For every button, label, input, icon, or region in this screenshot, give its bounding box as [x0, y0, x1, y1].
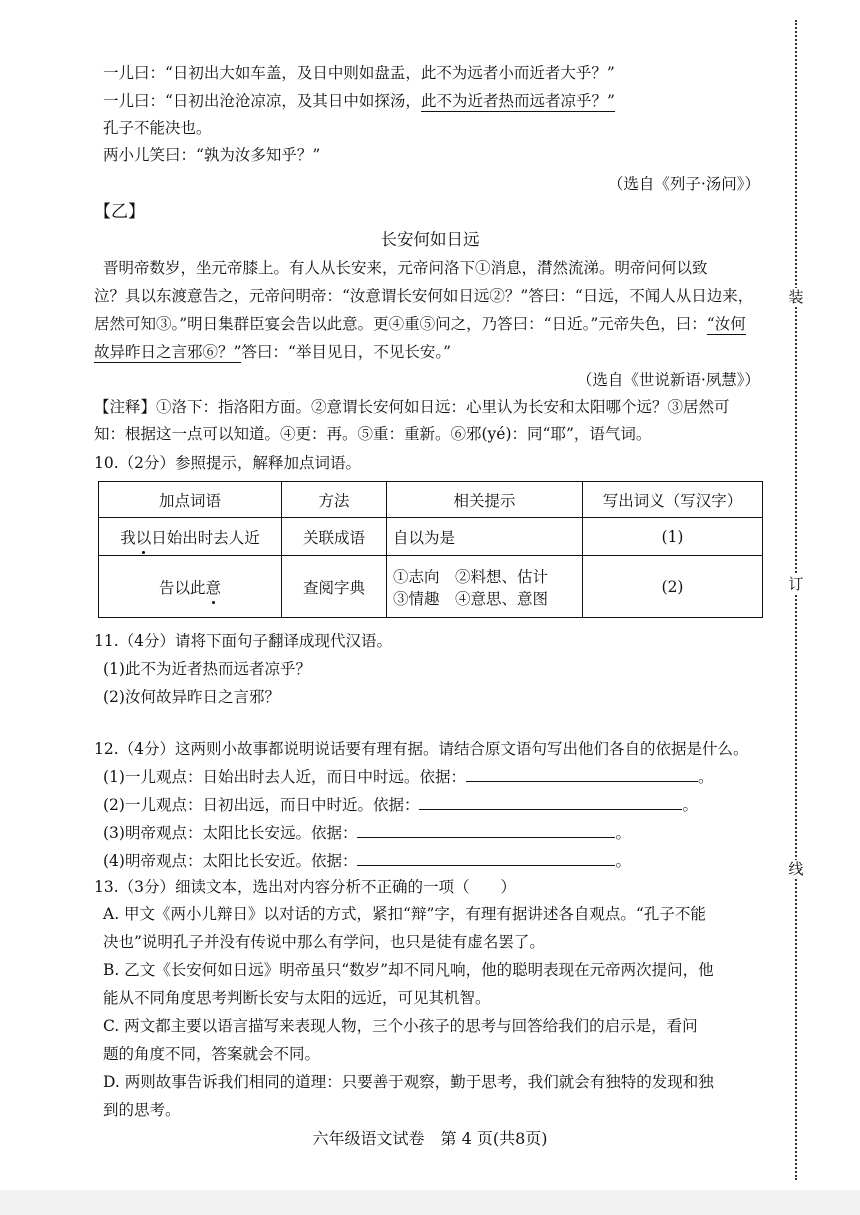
q10-row2-word: 告以此意 — [99, 556, 282, 618]
yi-line-4-underlined: 故异昨日之言邪⑥？” — [94, 343, 242, 361]
yi-paragraph-line-1: 晋明帝数岁，坐元帝膝上。有人从长安来，元帝问洛下①消息，潸然流涕。明帝问何以致 — [103, 259, 708, 277]
q10-stem: 10.（2分）参照提示，解释加点词语。 — [94, 454, 362, 472]
yi-title: 长安何如日远 — [380, 230, 480, 249]
jia-source: （选自《列子·汤问》） — [607, 175, 760, 193]
page-footer: 六年级语文试卷 第 4 页(共8页) — [312, 1129, 548, 1148]
jia-line-2 — [103, 90, 615, 112]
q10-row2-hint — [387, 556, 583, 618]
yi-paragraph-line-4 — [94, 341, 451, 363]
yi-marker: 【乙】 — [94, 202, 145, 222]
notes-line-1: 【注释】①洛下：指洛阳方面。②意谓长安何如日远：心里认为长安和太阳哪个远？③居然可 — [94, 398, 730, 416]
q11-stem: 11.（4分）请将下面句子翻译成现代汉语。 — [94, 632, 393, 650]
q10-table — [98, 481, 763, 618]
q13-option-a-line-1: A. 甲文《两小儿辩日》以对话的方式，紧扣“辩”字，有理有据讲述各自观点。“孔子不能 — [103, 905, 706, 923]
q10-header-hint: 相关提示 — [387, 482, 583, 518]
binding-char-zhuang: 装 — [788, 288, 804, 306]
q13-option-d-line-2: 到的思考。 — [103, 1101, 181, 1119]
jia-line-2-underlined: 此不为近者热而远者凉乎？” — [420, 92, 615, 110]
answer-blank[interactable] — [357, 849, 615, 866]
yi-line-3-underlined: “汝何 — [706, 315, 746, 333]
q10-row1-method: 关联成语 — [282, 518, 387, 556]
q10-row2-answer[interactable]: (2) — [583, 556, 763, 618]
q10-row1-word: 我以日始出时去人近 — [99, 518, 282, 556]
q11-sentence-1: (1)此不为近者热而远者凉乎？ — [103, 660, 311, 678]
jia-line-2-a: 一儿曰：“日初出沧沧凉凉，及其日中如探汤， — [103, 92, 421, 110]
q13-option-b-line-1: B. 乙文《长安何如日远》明帝虽只“数岁”却不同凡响，他的聪明表现在元帝两次提问，他 — [103, 961, 714, 979]
jia-line-1: 一儿曰：“日初出大如车盖，及日中则如盘盂，此不为远者小而近者大乎？” — [103, 64, 615, 82]
emphasis-dot-char: 以 — [136, 526, 152, 548]
q12-item-1: (1)一儿观点：日始出时去人近，而日中时远。依据： 。 — [103, 765, 713, 788]
q10-header-method: 方法 — [282, 482, 387, 518]
q10-row2-method: 查阅字典 — [282, 556, 387, 618]
q13-option-d-line-1: D. 两则故事告诉我们相同的道理：只要善于观察，勤于思考，我们就会有独特的发现和独 — [103, 1073, 714, 1091]
q13-option-c-line-1: C. 两文都主要以语言描写来表现人物，三个小孩子的思考与回答给我们的启示是，看问 — [103, 1017, 698, 1035]
yi-paragraph-line-2: 泣？具以东渡意告之，元帝问明帝：“汝意谓长安何如日远②？”答曰：“日远，不闻人从日边来， — [94, 287, 754, 305]
q10-header-answer: 写出词义（写汉字） — [583, 482, 763, 518]
q10-row1-hint: 自以为是 — [387, 518, 583, 556]
q13-option-a-line-2: 决也”说明孔子并没有传说中那么有学问，也只是徒有虚名罢了。 — [103, 933, 545, 951]
q13-stem: 13.（3分）细读文本，选出对内容分析不正确的一项（ ） — [94, 878, 517, 896]
jia-line-4: 两小儿笑曰：“孰为汝多知乎？” — [103, 146, 321, 164]
q11-sentence-2: (2)汝何故异昨日之言邪？ — [103, 688, 280, 706]
notes-line-2: 知：根据这一点可以知道。④更：再。⑤重：重新。⑥邪(yé)：同“耶”，语气词。 — [94, 425, 652, 443]
yi-line-4-b: 答曰：“举目见日，不见长安。” — [241, 343, 452, 361]
yi-paragraph-line-3 — [94, 313, 746, 335]
binding-char-ding: 订 — [788, 575, 804, 593]
scan-bottom-strip — [0, 1190, 860, 1215]
yi-source: （选自《世说新语·夙慧》） — [576, 371, 760, 389]
binding-char-xian: 线 — [788, 860, 804, 878]
answer-blank[interactable] — [419, 793, 682, 810]
q12-stem: 12.（4分）这两则小故事都说明说话要有理有据。请结合原文语句写出他们各自的依据是什么。 — [94, 740, 749, 758]
yi-line-3-a: 居然可知③。”明日集群臣宴会告以此意。更④重⑤问之，乃答曰：“日近。”元帝失色，曰： — [94, 315, 707, 333]
binding-dotted-line — [795, 20, 797, 1180]
q12-item-3: (3)明帝观点：太阳比长安远。依据： 。 — [103, 821, 631, 844]
q12-item-2: (2)一儿观点：日初出远，而日中时近。依据： 。 — [103, 793, 698, 816]
emphasis-dot-char: 意 — [206, 576, 222, 598]
q10-header-word: 加点词语 — [99, 482, 282, 518]
answer-blank[interactable] — [357, 821, 615, 838]
q10-row2-hint-line-2: ③情趣 ④意思、意图 — [393, 589, 549, 608]
q12-item-4: (4)明帝观点：太阳比长安近。依据： 。 — [103, 849, 631, 872]
q10-row2-hint-line-1: ①志向 ②料想、估计 — [393, 567, 549, 586]
jia-line-3: 孔子不能决也。 — [103, 119, 212, 137]
q13-option-b-line-2: 能从不同角度思考判断长安与太阳的远近，可见其机智。 — [103, 989, 491, 1007]
answer-blank[interactable] — [466, 765, 698, 782]
q10-row1-answer[interactable]: (1) — [583, 518, 763, 556]
q13-option-c-line-2: 题的角度不同，答案就会不同。 — [103, 1045, 321, 1063]
